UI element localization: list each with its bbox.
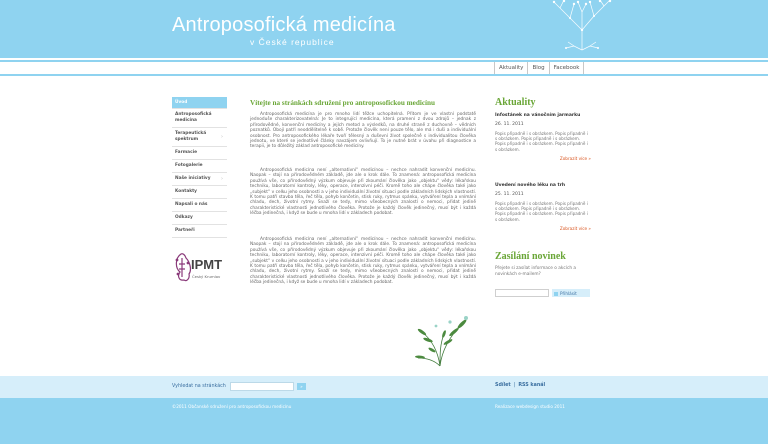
newsletter-email-input[interactable] [495,289,549,297]
sidebar-item-label: Napsali o nás [175,202,208,207]
top-nav [494,62,584,74]
news-item [495,183,591,231]
news-date: 25. 11. 2011 [495,192,524,197]
sidebar-item-odkazy[interactable] [172,212,227,225]
header-divider-line [0,60,768,62]
news-title: Aktuality [495,97,536,108]
plant-illustration-icon [410,310,474,368]
newsletter-text: Přejete si zasílat informace o akcích a novinkách e-mailem? [495,266,577,277]
footer-search-input[interactable] [230,382,294,391]
chevron-right-icon: › [221,176,223,182]
footer-credits[interactable]: Realizace webdesign studio 2011 [495,404,565,409]
sidebar-item-label: Naše iniciativy [175,176,211,181]
content-paragraph: Antroposofická medicína není „alternativní“ medicínou – nechce nahradit konvenční medicínu. Naopak – stojí na přírodovědném základě, jde ale o krok dále. To znamená: antroposofická medicína používá vše, co přírodovědný výzkum objevuje při zkoumání člověka jako „objektu“ vědy: lékařskou techniku, laboratorní kontroly, léky, operace, intenzivní péči. Kromě toho ale chápe člověka také jako „subjekt“ v celku jeho osobnosti a v jeho individuální životní situaci podle základních lidských vlastností. K tomu patří stavba těla, řeč těla, pohyb končetin, stisk ruky, rytmus spánku, vytváření tepla a vnímání chladu, dech, životní rytmy. Snaží se tedy, mimo všeobecných znalostí o nemoci, přidat jedině charakteristické vlastnosti jednotlivého člověka. Protože je každý člověk jedinečný, musí být i každá léčba jedinečná, i když se bude u mnoha lidí v základech podobat. [250,237,476,286]
nav-divider [0,74,768,76]
chevron-right-icon: › [221,134,223,140]
sidebar-item-nase-iniciativy[interactable] [172,173,227,186]
news-body: Popis připadně i s obrázkem. Popis připadně i s obrázkem. Popis připadně i s obrázkem. Popis připadně i s obrázkem. Popis připadně i s obrázkem. [495,201,588,222]
footer-link-rss[interactable]: RSS kanál [518,383,546,388]
news-more-link[interactable]: Zobrazit více » [559,225,591,231]
sidebar-item-fotogalerie[interactable] [172,160,227,173]
site-title[interactable]: Antroposofická medicína [172,14,396,36]
sidebar-item-label: Úvod [175,100,188,105]
site-subtitle: v České republice [250,37,335,47]
newsletter-subscribe-button[interactable] [552,289,590,297]
top-nav-aktuality[interactable]: Aktuality [495,62,528,74]
sidebar-item-uvod[interactable] [172,97,227,109]
news-more-link[interactable]: Zobrazit více » [559,155,591,161]
sidebar-item-label: Fotogalerie [175,163,203,168]
news-headline[interactable]: Uvedení nového léku na trh [495,183,566,188]
footer-link-share[interactable]: Sdílet [495,383,511,388]
news-headline[interactable]: Infostánek na vánočním jarmarku [495,113,581,118]
footer-copyright: ©2011 Občanské sdružení pro antroposofickou medicínu [172,404,292,409]
ipmt-logo-subtitle: Český Krumlov [192,274,221,279]
footer-bottom [0,398,768,444]
news-item [495,113,591,161]
sidebar-item-terapeuticka-spektrum[interactable] [172,128,227,147]
footer-links [495,383,545,388]
sidebar-item-label: Antroposofická medicína [175,112,212,123]
top-nav-blog[interactable]: Blog [528,62,549,74]
sidebar-item-napsali-o-nas[interactable] [172,199,227,212]
sidebar-item-label: Farmacie [175,150,198,155]
sidebar-item-label: Odkazy [175,215,193,220]
button-label: Přihlásit [560,290,577,296]
site-header [0,0,768,58]
footer-search-button[interactable]: » [297,383,306,390]
sidebar-item-kontakty[interactable] [172,186,227,199]
content-paragraph: Antroposofická medicína je pro mnoho lidí těžce uchopitelná. Přitom je ve vlastní podstatě jednoduše charakterizovatelná: Je to integrující medicína, která pramení z dvou zdrojů – jednak z přírodovědné, konvenční medicíny a jejích metod a výsledků, na druhé straně z duchovně – vědních poznatků. Obojí patří neoddělitelně k sobě. Protože člověk není pouze tělo, ale má i duši a individuální osobnost. Pro antroposofického lékaře tvoří tělesný a duševní život společně s individualitou člověka jednotu, ve které se jednotlivé články navzájem ovlivňují. To je nutné brát v úvahu při diagnostice a terapii, je to důležitý základ antroposofické medicíny. [250,112,476,150]
top-nav-facebook[interactable]: Facebook [550,62,585,74]
sidebar-item-farmacie[interactable] [172,147,227,160]
content-paragraph: Antroposofická medicína není „alternativní“ medicínou – nechce nahradit konvenční medicínu. Naopak – stojí na přírodovědném základě, jde ale o krok dále. To znamená: antroposofická medicína používá vše, co přírodovědný výzkum objevuje při zkoumání člověka jako „objektu“ vědy: lékařskou techniku, laboratorní kontroly, léky, operace, intenzivní péči. Kromě toho ale chápe člověka také jako „subjekt“ v celku jeho osobnosti a v jeho individuální životní situaci podle základních lidských vlastností. K tomu patří stavba těla, řeč těla, pohyb končetin, stisk ruky, rytmus spánku, vytváření tepla a vnímání chladu, dech, životní rytmy. Snaží se tedy, mimo všeobecných znalostí o nemoci, přidat jedině charakteristické vlastnosti jednotlivého člověka. Protože je každý člověk jedinečný, musí být i každá léčba jedinečná, i když se bude u mnoha lidí v základech podobat. [250,168,476,217]
sidebar-menu [172,97,227,238]
newsletter-title: Zasílání novinek [495,251,566,262]
footer-search-label: Vyhledat na stránkách [172,384,226,389]
square-icon [554,292,558,296]
news-date: 26. 11. 2011 [495,122,524,127]
ipmt-logo-text[interactable]: IPMT [191,257,223,272]
sidebar-item-label: Terapeutická spektrum [175,131,207,142]
sidebar-item-label: Partneři [175,228,195,233]
sidebar-item-label: Kontakty [175,189,197,194]
news-body: Popis připadně i s obrázkem. Popis připadně i s obrázkem. Popis připadně i s obrázkem. Popis připadně i s obrázkem. Popis připadně i s obrázkem. [495,131,588,152]
footer-link-separator: | [513,383,516,388]
footer-search-bar [0,376,768,398]
tree-logo-icon [548,0,616,52]
page-title: Vítejte na stránkách sdružení pro antroposofickou medicínu [250,99,436,107]
sidebar-item-antroposoficka-medicina[interactable] [172,109,227,128]
sidebar-item-partneri[interactable] [172,225,227,238]
